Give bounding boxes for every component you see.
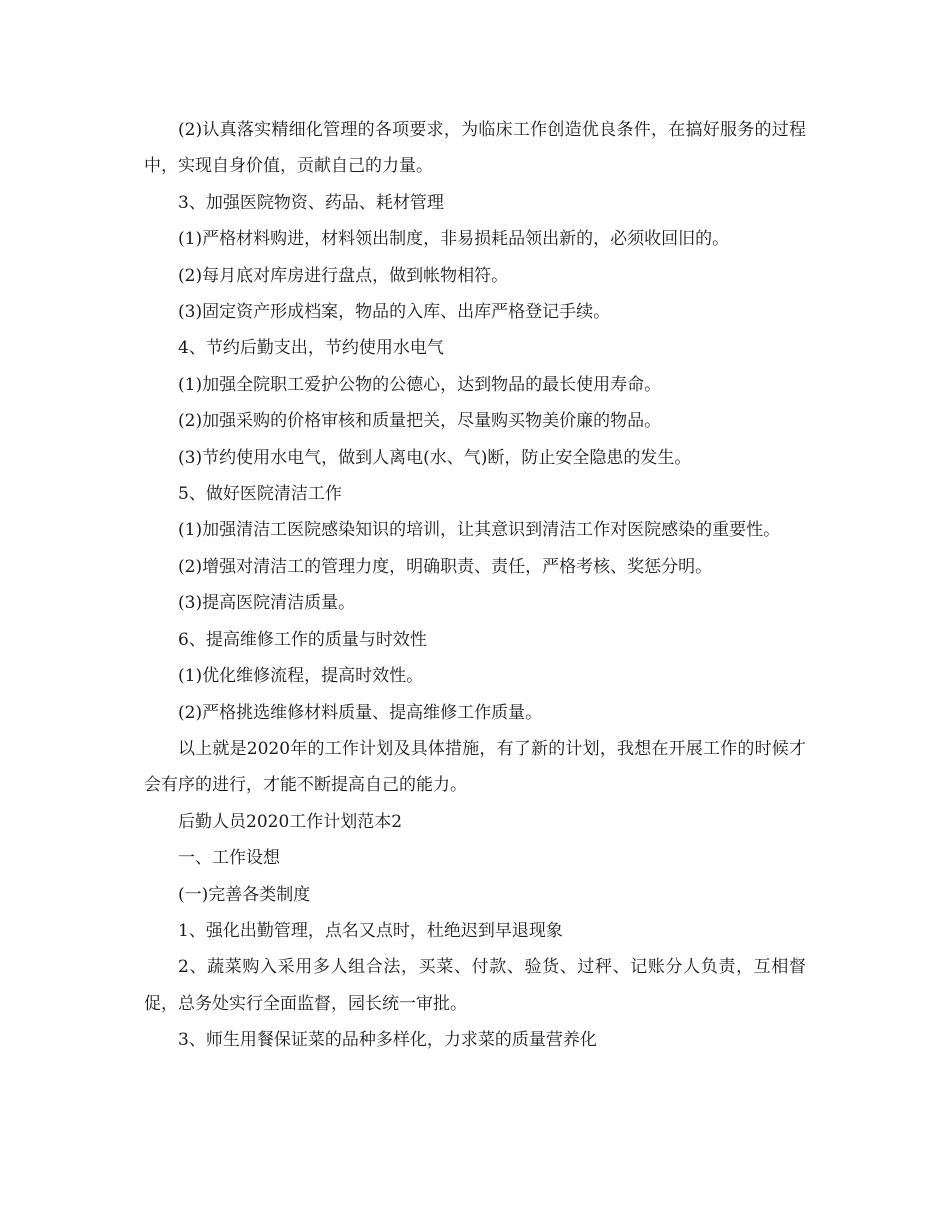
- paragraph: 1、强化出勤管理，点名又点时，杜绝迟到早退现象: [178, 920, 563, 941]
- paragraph: (2)增强对清洁工的管理力度，明确职责、责任，严格考核、奖惩分明。: [178, 556, 713, 577]
- paragraph: (2)严格挑选维修材料质量、提高维修工作质量。: [178, 702, 543, 723]
- section-heading: 一、工作设想: [178, 848, 280, 869]
- section-heading: 6、提高维修工作的质量与时效性: [178, 629, 427, 650]
- paragraph: (3)节约使用水电气，做到人离电(水、气)断，防止安全隐患的发生。: [178, 447, 692, 468]
- paragraph: (2)每月底对库房进行盘点，做到帐物相符。: [178, 265, 509, 286]
- paragraph: 以上就是2020年的工作计划及具体措施，有了新的计划，我想在开展工作的时候才会有序的进行，才能不断提高自己的能力。: [144, 738, 806, 796]
- paragraph: (3)固定资产形成档案，物品的入库、出库严格登记手续。: [178, 302, 611, 323]
- paragraph: 3、师生用餐保证菜的品种多样化，力求菜的质量营养化: [178, 1030, 597, 1051]
- paragraph: (1)严格材料购进，材料领出制度，非易损耗品领出新的，必须收回旧的。: [178, 229, 730, 250]
- document-body: [144, 112, 806, 1059]
- section-heading: 5、做好医院清洁工作: [178, 484, 342, 505]
- paragraph: (2)认真落实精细化管理的各项要求，为临床工作创造优良条件，在搞好服务的过程中，实现自身价值，贡献自己的力量。: [144, 120, 806, 177]
- paragraph: (1)加强全院职工爱护公物的公德心，达到物品的最长使用寿命。: [178, 374, 662, 395]
- section-heading: (一)完善各类制度: [178, 884, 311, 905]
- section-heading: 后勤人员2020工作计划范本2: [178, 811, 403, 832]
- paragraph: (2)加强采购的价格审核和质量把关，尽量购买物美价廉的物品。: [178, 411, 662, 432]
- paragraph: (1)加强清洁工医院感染知识的培训，让其意识到清洁工作对医院感染的重要性。: [178, 520, 781, 541]
- paragraph: (1)优化维修流程，提高时效性。: [178, 666, 424, 687]
- section-heading: 4、节约后勤支出，节约使用水电气: [178, 338, 444, 359]
- paragraph: 2、蔬菜购入采用多人组合法，买菜、付款、验货、过秤、记账分人负责，互相督促，总务处实行全面监督，园长统一审批。: [144, 957, 806, 1014]
- paragraph: (3)提高医院清洁质量。: [178, 593, 356, 614]
- section-heading: 3、加强医院物资、药品、耗材管理: [178, 192, 444, 213]
